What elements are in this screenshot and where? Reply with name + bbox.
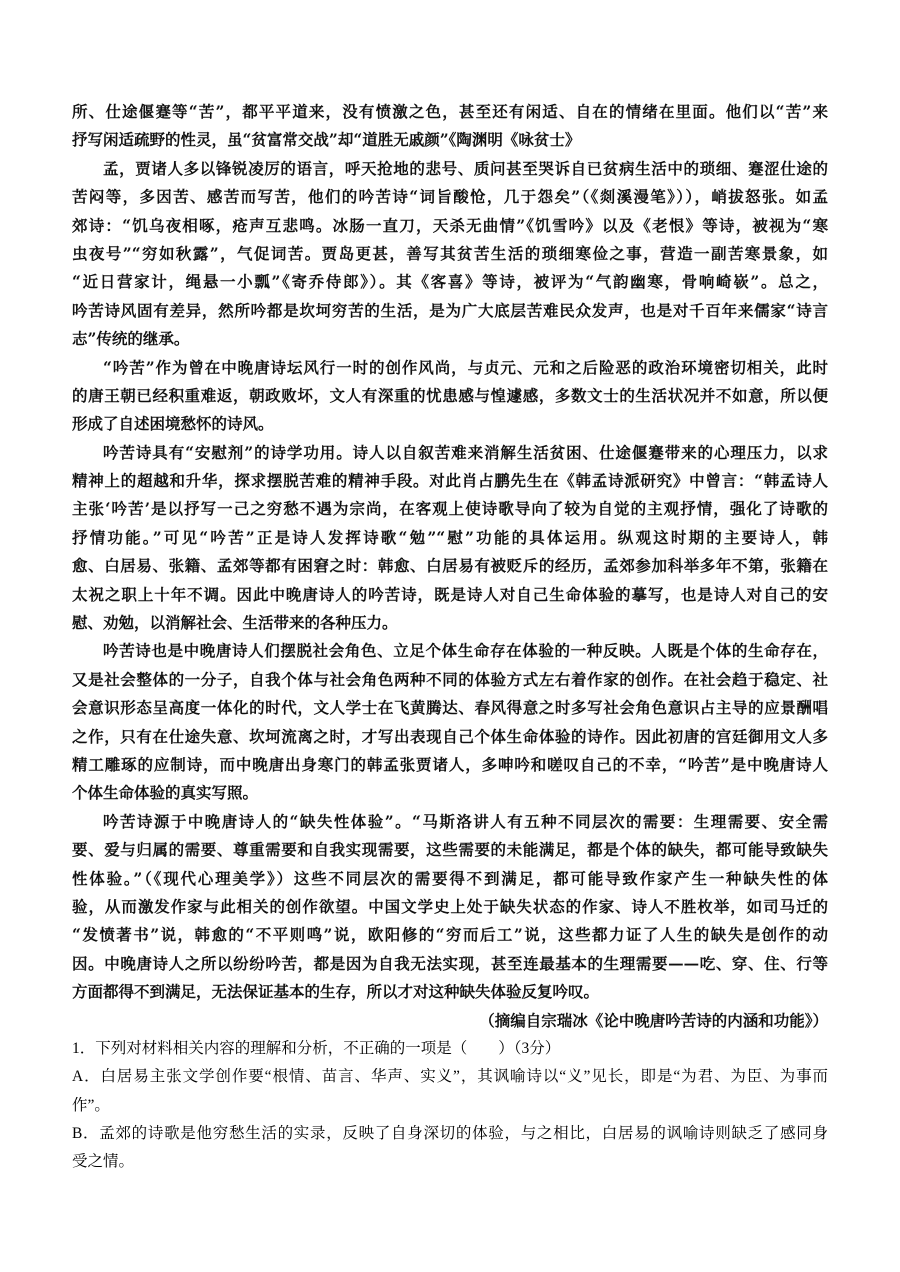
source-citation: （摘编自宗瑞冰《论中晚唐吟苦诗的内涵和功能》） [479, 1010, 828, 1030]
text-line: 郊诗：“饥乌夜相啄，疮声互悲鸣。冰肠一直刀，天杀无曲情”《饥雪吟》以及《老恨》等诗，被视为“寒 [72, 215, 828, 235]
text-line: 吟苦诗具有“安慰剂”的诗学功用。诗人以自叙苦难来消解生活贫困、仕途偃蹇带来的心理压力，以求 [103, 442, 828, 462]
text-line: 形成了自述困境愁怀的诗风。 [72, 414, 274, 434]
text-line: 太祝之职上十年不调。因此中晚唐诗人的吟苦诗，既是诗人对自己生命体验的摹写，也是诗人对自己的安 [72, 584, 828, 604]
text-line: 吟苦诗也是中晚唐诗人们摆脱社会角色、立足个体生命存在体验的一种反映。人既是个体的生命存在， [103, 641, 828, 661]
option-b [72, 1120, 828, 1177]
text-line: 验，从而激发作家与此相关的创作欲望。中国文学史上处于缺失状态的作家、诗人不胜枚举，如司马迁的 [72, 896, 828, 916]
passage [72, 98, 828, 1035]
text-line: 所、仕途偃蹇等“苦”，都平平道来，没有愤激之色，甚至还有闲适、自在的情绪在里面。他们以“苦”来 [72, 102, 828, 121]
text-line: 抒情功能。”可见“吟苦”正是诗人发挥诗歌“勉”“慰”功能的具体运用。纵观这时期的主要诗人，韩 [72, 527, 828, 547]
question [72, 1035, 828, 1177]
text-line: 愈、白居易、张籍、孟郊等都有困窘之时：韩愈、白居易有被贬斥的经历，孟郊参加科举多年不第，张籍在 [72, 556, 828, 576]
text-line: 抒写闲适疏野的性灵，虽“贫富常交战”却“道胜无戚颜”《陶渊明《咏贫士》 [72, 130, 581, 150]
text-line: 的唐王朝已经积重难返，朝政败坏，文人有深重的忧患感与惶遽感，多数文士的生活状况并不如意，所以便 [72, 385, 828, 405]
option-a [72, 1063, 828, 1120]
text-line: 又是社会整体的一分子，自我个体与社会角色两种不同的体验方式左右着作家的创作。在社会趋于稳定、社 [72, 669, 828, 689]
text-line: 方面都得不到满足，无法保证基本的生存，所以才对这种缺失体验反复吟叹。 [72, 982, 600, 1002]
text-line: 苦闷等，多因苦、感苦而写苦，他们的吟苦诗“词旨酸怆，几于怨矣”（《剡溪漫笔》）），峭拔怒张。如孟 [72, 187, 828, 207]
question-stem: 1．下列对材料相关内容的理解和分析，不正确的一项是（ ）（3分） [72, 1039, 561, 1057]
text-line: 性体验。”（《现代心理美学》）这些不同层次的需要得不到满足，都可能导致作家产生一种缺失性的体 [72, 868, 828, 888]
text-line: 精神上的超越和升华，探求摆脱苦难的精神手段。对此肖占鹏先生在《韩孟诗派研究》中曾言：“韩孟诗人 [72, 471, 828, 491]
paragraph [72, 354, 828, 439]
option-line: A．白居易主张文学创作要“根情、苗言、华声、实义”，其讽喻诗以“义”见长，即是“为君、为臣、为事而 [72, 1068, 828, 1086]
text-line: 孟，贾诸人多以锋锐凌厉的语言，呼天抢地的悲号、质问甚至哭诉自已贫病生活中的琐细、蹇涩仕途的 [103, 158, 828, 178]
option-line: 受之情。 [72, 1153, 135, 1171]
option-line: B．孟郊的诗歌是他穷愁生活的实录，反映了自身深切的体验，与之相比，白居易的讽喻诗则缺乏了感同身 [72, 1125, 828, 1143]
text-line: 精工雕琢的应制诗，而中晚唐出身寒门的韩孟张贾诸人，多呻吟和嗟叹自己的不幸，“吟苦”是中晚唐诗人 [72, 754, 828, 774]
text-line: 虫夜号”“穷如秋露”，气促词苦。贾岛更甚，善写其贫苦生活的琐细寒俭之事，营造一副苦寒景象，如 [72, 243, 828, 263]
text-line: 主张‘吟苦’是以抒写一己之穷愁不遇为宗尚，在客观上使诗歌导向了较为自觉的主观抒情，强化了诗歌的 [72, 499, 828, 519]
text-line: 志”传统的继承。 [72, 329, 190, 349]
paragraph [72, 637, 828, 807]
text-line: “发愤著书”说，韩愈的“不平则鸣”说，欧阳修的“穷而后工”说，这些都力证了人生的缺失是创作的动 [72, 925, 828, 945]
text-line: 会意识形态呈高度一体化的时代，文人学士在飞黄腾达、春风得意之时多写社会角色意识占主导的应景酬唱 [72, 698, 828, 718]
text-line: 吟苦诗源于中晚唐诗人的“缺失性体验”。“马斯洛讲人有五种不同层次的需要：生理需要、安全需 [103, 811, 828, 831]
paragraph [72, 808, 828, 1007]
text-line: 之作，只有在仕途失意、坎坷流离之时，才写出表现自己个体生命体验的诗作。因此初唐的宫廷御用文人多 [72, 726, 828, 746]
document-page [72, 98, 828, 1177]
text-line: “吟苦”作为曾在中晚唐诗坛风行一时的创作风尚，与贞元、元和之后险恶的政治环境密切相关，此时 [103, 357, 828, 377]
paragraph [72, 98, 828, 155]
paragraph [72, 439, 828, 638]
option-line: 作”。 [72, 1096, 110, 1114]
text-line: 个体生命体验的真实写照。 [72, 783, 259, 803]
text-line: 因。中晚唐诗人之所以纷纷吟苦，都是因为自我无法实现，甚至连最基本的生理需要——吃、穿、住、行等 [72, 953, 828, 973]
paragraph [72, 155, 828, 354]
text-line: 吟苦诗风固有差异，然所吟都是坎坷穷苦的生活，是为广大底层苦难民众发声，也是对千百年来儒家“诗言 [72, 300, 828, 320]
text-line: 要、爱与归属的需要、尊重需要和自我实现需要，这些需要的未能满足，都是个体的缺失，都可能导致缺失 [72, 840, 828, 860]
text-line: “近日营家计，绳悬一小瓢”《寄乔侍郎》）。其《客喜》等诗，被评为“气韵幽寒，骨响崎嵚”。总之， [72, 272, 828, 292]
text-line: 慰、劝勉，以消解社会、生活带来的各种压力。 [72, 613, 398, 633]
